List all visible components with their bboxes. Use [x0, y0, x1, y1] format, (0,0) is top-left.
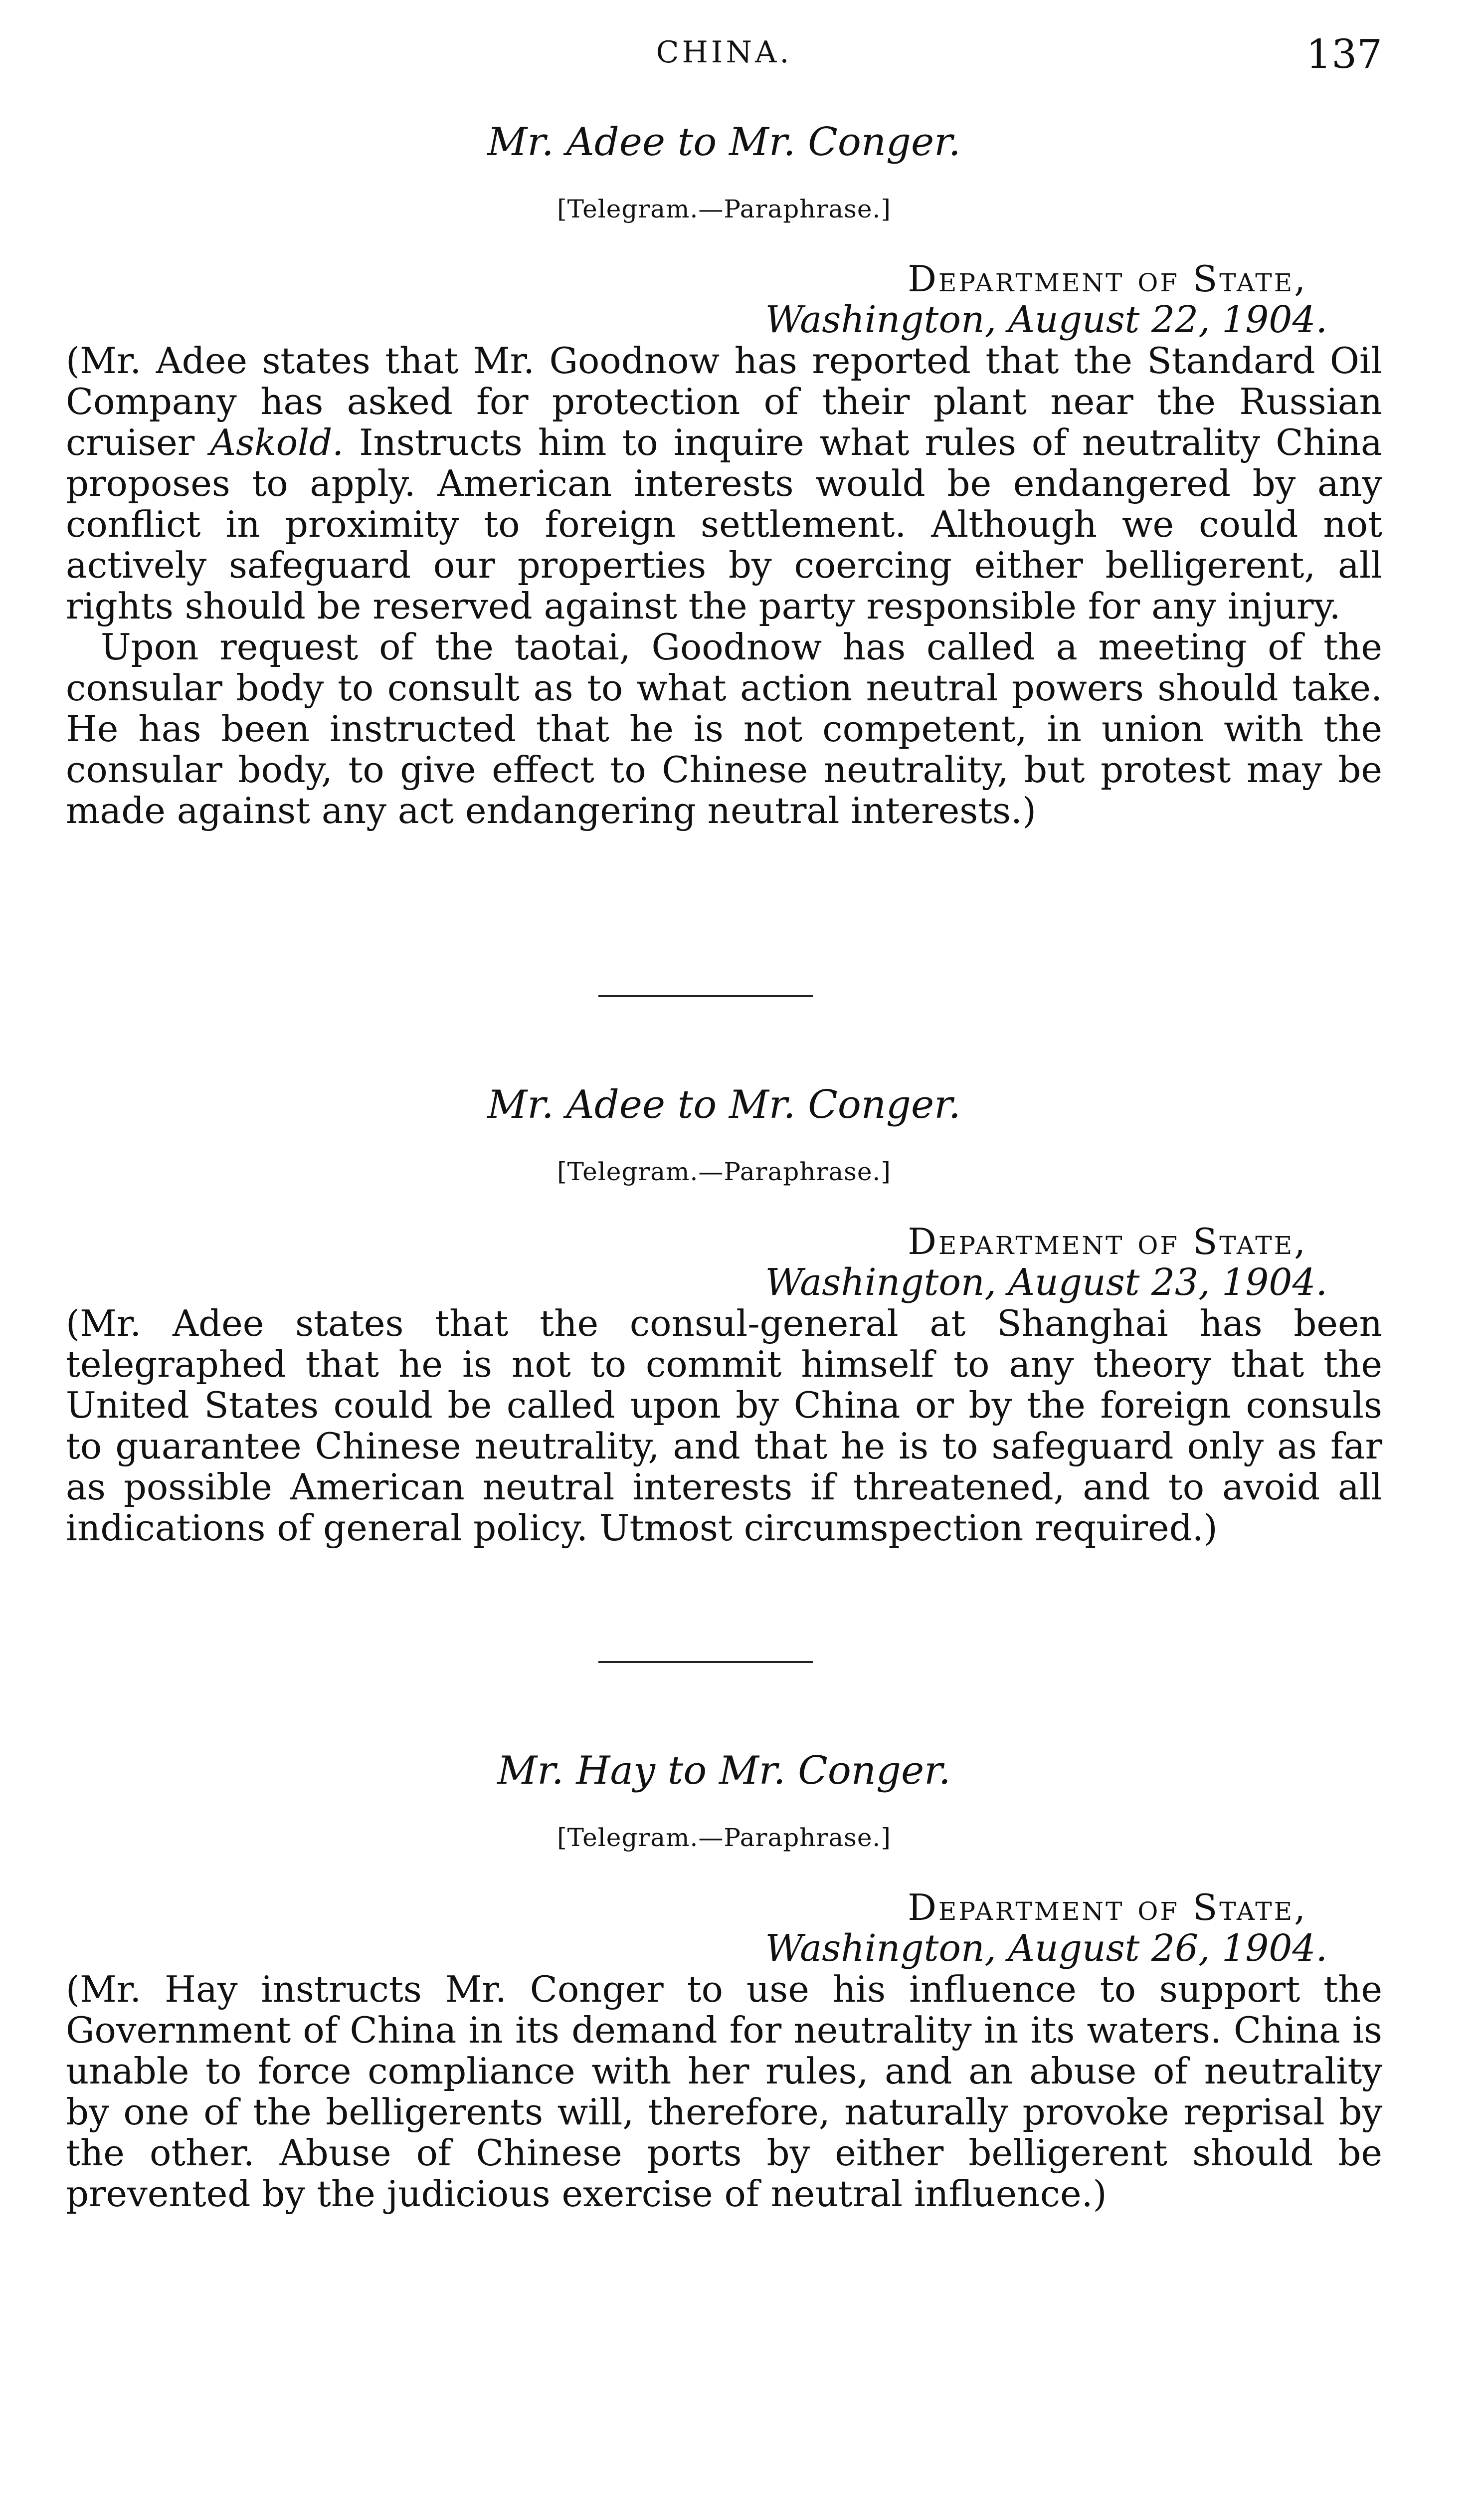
letter-subtitle: [Telegram.—Paraphrase.] [557, 195, 891, 223]
section-divider [598, 1661, 813, 1663]
letter-paragraph [66, 340, 1382, 626]
paragraph-text: Instructs him to inquire what rules of neutrality China proposes to apply. American interests would be endangered by any conflict in proximity to foreign settlement. Although we could not actively safeguard our properties by coercing either belligerent, all rights should be reserved against the party responsible for any injury. [66, 421, 1382, 627]
section-title: CHINA. [656, 35, 792, 70]
letter-title: Mr. Adee to Mr. Conger. [487, 120, 961, 165]
letter-subtitle: [Telegram.—Paraphrase.] [557, 1823, 891, 1852]
department-line: Department of State, [908, 1886, 1307, 1928]
paragraph-text: (Mr. Adee states that Mr. Goodnow has reported that the Standard Oil Company has asked for protection of their plant near the Russian cruiser [66, 340, 1382, 463]
ship-name: Askold. [210, 421, 344, 463]
date-line: Washington, August 26, 1904. [765, 1927, 1327, 1970]
date-line: Washington, August 23, 1904. [765, 1261, 1327, 1304]
letter-title: Mr. Adee to Mr. Conger. [487, 1082, 961, 1127]
letter-title: Mr. Hay to Mr. Conger. [497, 1748, 951, 1793]
letter-2 [66, 1082, 1382, 1548]
letter-subtitle: [Telegram.—Paraphrase.] [557, 1157, 891, 1186]
letter-dateline [66, 258, 1382, 340]
department-line: Department of State, [908, 1221, 1307, 1262]
letter-dateline [66, 1221, 1382, 1303]
letter-paragraph: (Mr. Adee states that the consul-general at Shanghai has been telegraphed that he is not to commit himself to any theory that the United States could be called upon by China or by the foreign consuls to guarantee Chinese neutrality, and that he is to safeguard only as far as possible American neutral interests if threatened, and to avoid all indications of general policy. Utmost circumspection required.) [66, 1302, 1382, 1549]
running-header [66, 31, 1382, 80]
letter-1 [66, 120, 1382, 831]
letter-paragraph: Upon request of the taotai, Goodnow has called a meeting of the consular body to consult as to what action neutral powers should take. He has been instructed that he is not competent, in union with the consular body, to give effect to Chinese neutrality, but protest may be made against any act endangering neutral interests.) [66, 626, 1382, 831]
letter-3 [66, 1748, 1382, 2214]
date-line: Washington, August 22, 1904. [765, 298, 1327, 341]
letter-dateline [66, 1887, 1382, 1969]
department-line: Department of State, [908, 258, 1307, 300]
page-number: 137 [1306, 31, 1382, 77]
letter-paragraph: (Mr. Hay instructs Mr. Conger to use his influence to support the Government of China in its demand for neutrality in its waters. China is unable to force compliance with her rules, and an abuse of neutrality by one of the belligerents will, therefore, naturally provoke reprisal by the other. Abuse of Chinese ports by either belligerent should be prevented by the judicious exercise of neutral influence.) [66, 1968, 1382, 2215]
section-divider [598, 995, 813, 997]
